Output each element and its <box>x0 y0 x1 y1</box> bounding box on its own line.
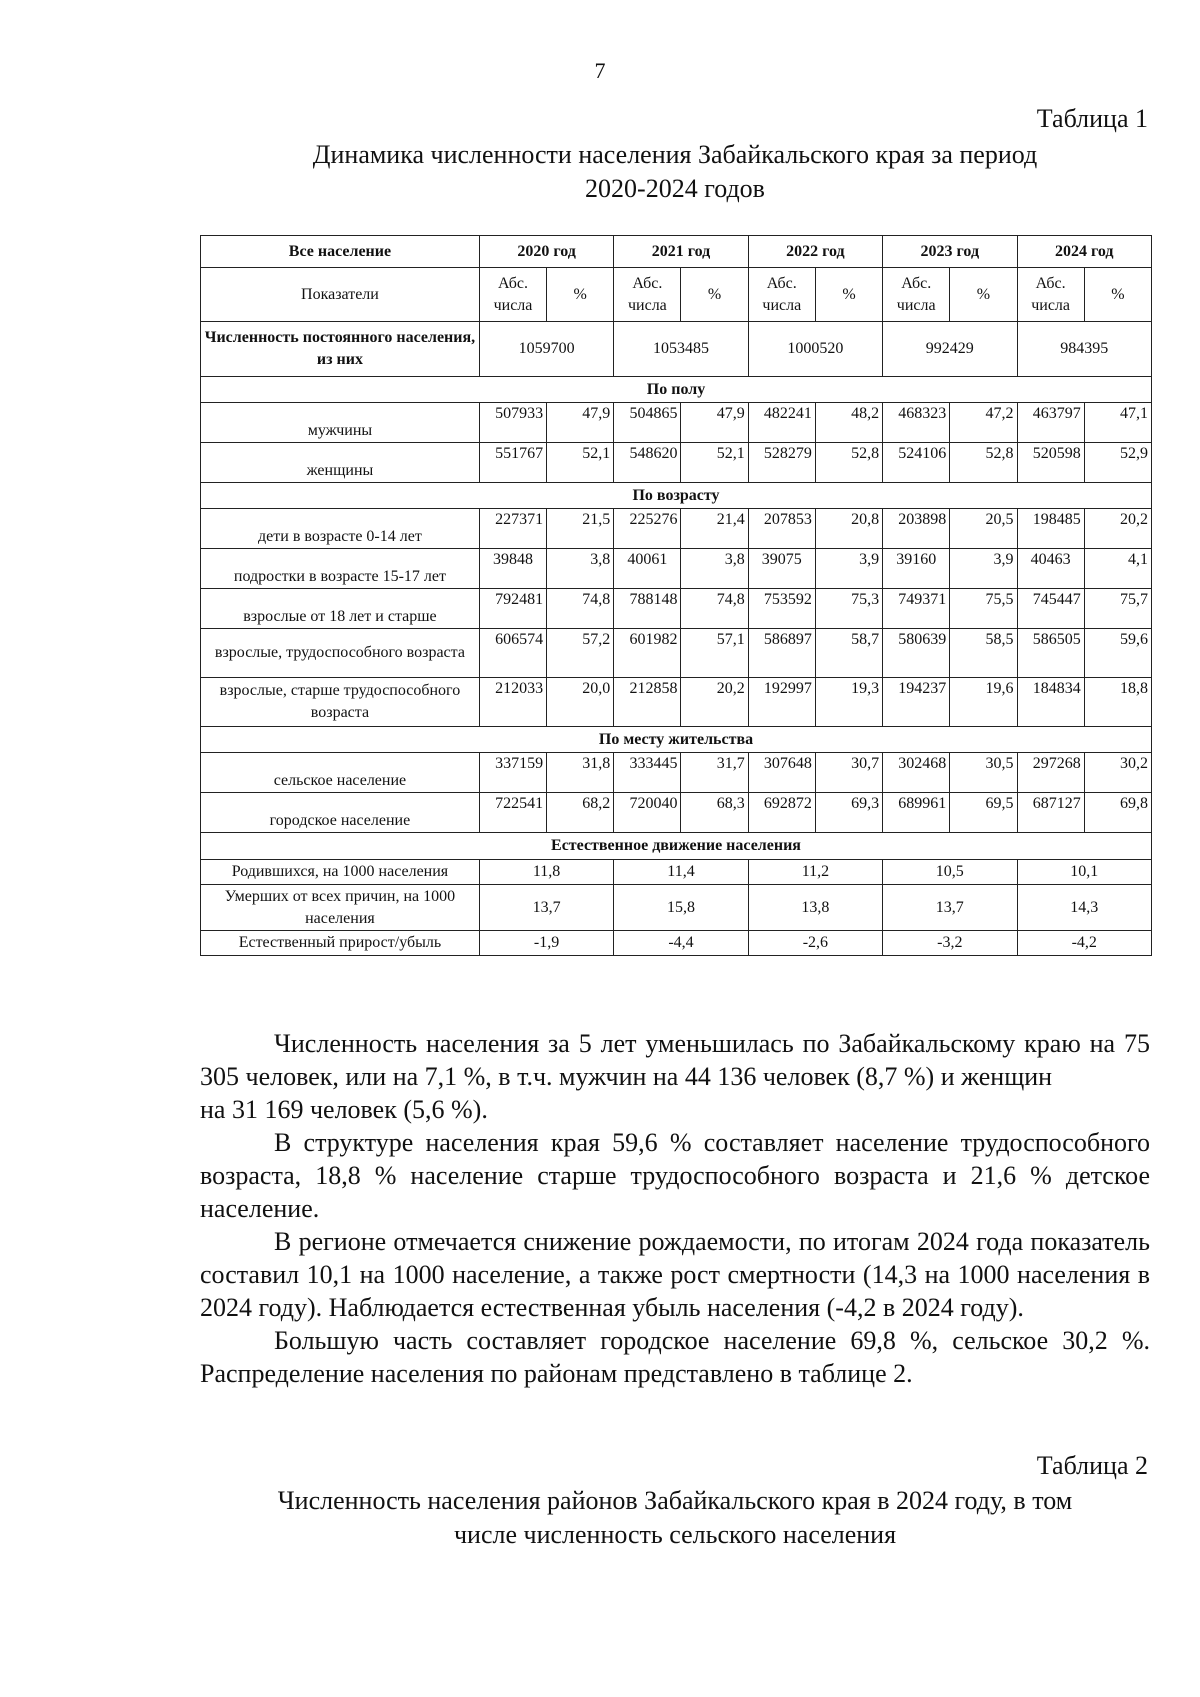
pct-cell: 3,8 <box>547 549 614 589</box>
year-header: 2021 год <box>614 236 748 268</box>
total-value: 1000520 <box>748 322 882 377</box>
year-header: 2020 год <box>479 236 613 268</box>
row-label: Естественный прирост/убыль <box>201 931 480 956</box>
row-label: взрослые, трудоспособного возраста <box>201 629 480 678</box>
abs-cell: 606574 <box>479 629 546 678</box>
population-table <box>200 235 1152 956</box>
year-header: 2024 год <box>1017 236 1152 268</box>
abs-cell: 482241 <box>748 403 815 443</box>
pct-cell: 52,9 <box>1084 443 1151 483</box>
abs-cell: 689961 <box>883 793 950 833</box>
pct-cell: 52,8 <box>950 443 1017 483</box>
section-row <box>201 727 1152 753</box>
pct-cell: 3,9 <box>950 549 1017 589</box>
abs-cell: 528279 <box>748 443 815 483</box>
abs-cell: 184834 <box>1017 678 1084 727</box>
pct-cell: 52,1 <box>547 443 614 483</box>
section-title: По возрасту <box>201 483 1152 509</box>
section-row <box>201 833 1152 860</box>
pct-cell: 58,7 <box>815 629 882 678</box>
pct-cell: 20,2 <box>1084 509 1151 549</box>
abs-cell: 194237 <box>883 678 950 727</box>
table-row <box>201 860 1152 885</box>
total-row <box>201 322 1152 377</box>
pct-cell: 75,5 <box>950 589 1017 629</box>
pct-cell: 68,2 <box>547 793 614 833</box>
abs-cell: 586897 <box>748 629 815 678</box>
table-row <box>201 509 1152 549</box>
table-row <box>201 793 1152 833</box>
pct-cell: 20,0 <box>547 678 614 727</box>
rate-cell: 11,4 <box>614 860 748 885</box>
abs-cell: 548620 <box>614 443 681 483</box>
table-row <box>201 443 1152 483</box>
pct-cell: 4,1 <box>1084 549 1151 589</box>
total-label: Численность постоянного населения, из них <box>201 322 480 377</box>
abs-cell: 39160 <box>883 549 950 589</box>
abs-cell: 580639 <box>883 629 950 678</box>
abs-cell: 39075 <box>748 549 815 589</box>
year-header-row <box>201 236 1152 268</box>
pct-cell: 20,5 <box>950 509 1017 549</box>
abs-header: Абс. числа <box>748 268 815 322</box>
pct-cell: 47,2 <box>950 403 1017 443</box>
row-label: сельское население <box>201 753 480 793</box>
table-row <box>201 549 1152 589</box>
pct-cell: 69,5 <box>950 793 1017 833</box>
pct-cell: 74,8 <box>547 589 614 629</box>
pct-cell: 3,8 <box>681 549 748 589</box>
abs-cell: 792481 <box>479 589 546 629</box>
pct-header: % <box>815 268 882 322</box>
abs-header: Абс. числа <box>614 268 681 322</box>
rate-cell: -1,9 <box>479 931 613 956</box>
pct-cell: 74,8 <box>681 589 748 629</box>
pct-cell: 19,6 <box>950 678 1017 727</box>
table-row <box>201 589 1152 629</box>
abs-cell: 337159 <box>479 753 546 793</box>
rate-cell: 11,8 <box>479 860 613 885</box>
abs-cell: 468323 <box>883 403 950 443</box>
rate-cell: -2,6 <box>748 931 882 956</box>
total-value: 992429 <box>883 322 1017 377</box>
pct-cell: 57,1 <box>681 629 748 678</box>
pct-cell: 75,7 <box>1084 589 1151 629</box>
abs-cell: 788148 <box>614 589 681 629</box>
total-value: 984395 <box>1017 322 1152 377</box>
pct-cell: 47,9 <box>547 403 614 443</box>
abs-header: Абс. числа <box>883 268 950 322</box>
rate-cell: 10,5 <box>883 860 1017 885</box>
table1-title-line2: 2020-2024 годов <box>585 174 765 203</box>
abs-cell: 551767 <box>479 443 546 483</box>
abs-cell: 227371 <box>479 509 546 549</box>
pct-cell: 31,8 <box>547 753 614 793</box>
rate-cell: -3,2 <box>883 931 1017 956</box>
pct-cell: 31,7 <box>681 753 748 793</box>
pct-cell: 47,1 <box>1084 403 1151 443</box>
abs-cell: 745447 <box>1017 589 1084 629</box>
abs-header: Абс. числа <box>479 268 546 322</box>
abs-cell: 297268 <box>1017 753 1084 793</box>
abs-cell: 586505 <box>1017 629 1084 678</box>
pct-cell: 30,7 <box>815 753 882 793</box>
abs-cell: 40061 <box>614 549 681 589</box>
row-label: городское население <box>201 793 480 833</box>
pct-cell: 59,6 <box>1084 629 1151 678</box>
abs-cell: 198485 <box>1017 509 1084 549</box>
pct-cell: 3,9 <box>815 549 882 589</box>
pct-cell: 75,3 <box>815 589 882 629</box>
table-row <box>201 403 1152 443</box>
table2-title <box>200 1484 1150 1552</box>
pct-cell: 18,8 <box>1084 678 1151 727</box>
pct-cell: 47,9 <box>681 403 748 443</box>
row-label: мужчины <box>201 403 480 443</box>
row-label: женщины <box>201 443 480 483</box>
row-label: взрослые от 18 лет и старше <box>201 589 480 629</box>
pct-header: % <box>547 268 614 322</box>
pct-cell: 20,8 <box>815 509 882 549</box>
rate-cell: 10,1 <box>1017 860 1152 885</box>
pct-cell: 30,5 <box>950 753 1017 793</box>
abs-cell: 207853 <box>748 509 815 549</box>
section-row <box>201 377 1152 403</box>
rate-cell: 11,2 <box>748 860 882 885</box>
table-row <box>201 753 1152 793</box>
abs-cell: 192997 <box>748 678 815 727</box>
abs-cell: 687127 <box>1017 793 1084 833</box>
row-label: дети в возрасте 0-14 лет <box>201 509 480 549</box>
pct-cell: 21,5 <box>547 509 614 549</box>
body-text <box>200 1027 1150 1390</box>
pct-cell: 52,1 <box>681 443 748 483</box>
abs-cell: 39848 <box>479 549 546 589</box>
table2-title-line2: числе численность сельского населения <box>453 1520 897 1549</box>
table-row <box>201 678 1152 727</box>
abs-cell: 507933 <box>479 403 546 443</box>
year-header: 2023 год <box>883 236 1017 268</box>
indicators-header: Показатели <box>201 268 480 322</box>
table-row <box>201 931 1152 956</box>
abs-cell: 749371 <box>883 589 950 629</box>
row-label: взрослые, старше трудоспособного возраста <box>201 678 480 727</box>
pct-header: % <box>950 268 1017 322</box>
abs-header: Абс. числа <box>1017 268 1084 322</box>
rate-cell: 14,3 <box>1017 885 1152 931</box>
rate-cell: 15,8 <box>614 885 748 931</box>
pct-cell: 19,3 <box>815 678 882 727</box>
corner-header: Все население <box>201 236 480 268</box>
rate-cell: -4,4 <box>614 931 748 956</box>
table1-title <box>200 138 1150 206</box>
pct-cell: 21,4 <box>681 509 748 549</box>
section-title: Естественное движение населения <box>201 833 1152 860</box>
pct-header: % <box>681 268 748 322</box>
abs-cell: 463797 <box>1017 403 1084 443</box>
subheader-row <box>201 268 1152 322</box>
paragraph-population-decline: Численность населения за 5 лет уменьшилась по Забайкальскому краю на 75 305 человек, или на 7,1 %, в т.ч. мужчин на 44 136 человек (8,7 %) и женщин <box>200 1029 1150 1091</box>
paragraph-birth-death: В регионе отмечается снижение рождаемости, по итогам 2024 года показатель составил 10,1 на 1000 население, а также рост смертности (14,3 на 1000 населения в 2024 году). Наблюдается естественная убыль населения (-4,2 в 2024 году). <box>200 1227 1150 1322</box>
abs-cell: 720040 <box>614 793 681 833</box>
pct-cell: 52,8 <box>815 443 882 483</box>
abs-cell: 520598 <box>1017 443 1084 483</box>
total-value: 1053485 <box>614 322 748 377</box>
abs-cell: 692872 <box>748 793 815 833</box>
pct-cell: 69,3 <box>815 793 882 833</box>
table-row <box>201 885 1152 931</box>
rate-cell: 13,7 <box>479 885 613 931</box>
pct-cell: 68,3 <box>681 793 748 833</box>
paragraph-population-decline-cont: на 31 169 человек (5,6 %). <box>200 1095 488 1124</box>
abs-cell: 225276 <box>614 509 681 549</box>
rate-cell: 13,7 <box>883 885 1017 931</box>
table-row <box>201 629 1152 678</box>
paragraph-urban-rural: Большую часть составляет городское население 69,8 %, сельское 30,2 %. Распределение населения по районам представлено в таблице 2. <box>200 1326 1150 1388</box>
pct-cell: 30,2 <box>1084 753 1151 793</box>
abs-cell: 504865 <box>614 403 681 443</box>
pct-cell: 48,2 <box>815 403 882 443</box>
abs-cell: 601982 <box>614 629 681 678</box>
table1-title-line1: Динамика численности населения Забайкальского края за период <box>312 140 1038 169</box>
pct-cell: 57,2 <box>547 629 614 678</box>
section-row <box>201 483 1152 509</box>
table2-label: Таблица 2 <box>1036 1451 1148 1480</box>
pct-cell: 20,2 <box>681 678 748 727</box>
abs-cell: 212858 <box>614 678 681 727</box>
rate-cell: -4,2 <box>1017 931 1152 956</box>
abs-cell: 333445 <box>614 753 681 793</box>
pct-header: % <box>1084 268 1151 322</box>
section-title: По полу <box>201 377 1152 403</box>
row-label: подростки в возрасте 15-17 лет <box>201 549 480 589</box>
year-header: 2022 год <box>748 236 882 268</box>
page-number: 7 <box>594 58 606 83</box>
abs-cell: 307648 <box>748 753 815 793</box>
table1-label: Таблица 1 <box>1036 104 1148 133</box>
abs-cell: 212033 <box>479 678 546 727</box>
row-label: Родившихся, на 1000 населения <box>201 860 480 885</box>
table2-title-line1: Численность населения районов Забайкальского края в 2024 году, в том <box>277 1486 1073 1515</box>
rate-cell: 13,8 <box>748 885 882 931</box>
abs-cell: 524106 <box>883 443 950 483</box>
section-title: По месту жительства <box>201 727 1152 753</box>
row-label: Умерших от всех причин, на 1000 населения <box>201 885 480 931</box>
pct-cell: 58,5 <box>950 629 1017 678</box>
paragraph-structure: В структуре населения края 59,6 % составляет население трудоспособного возраста, 18,8 % население старше трудоспособного возраста и 21,6 % детское население. <box>200 1128 1150 1223</box>
abs-cell: 722541 <box>479 793 546 833</box>
abs-cell: 753592 <box>748 589 815 629</box>
abs-cell: 203898 <box>883 509 950 549</box>
abs-cell: 40463 <box>1017 549 1084 589</box>
abs-cell: 302468 <box>883 753 950 793</box>
total-value: 1059700 <box>479 322 613 377</box>
pct-cell: 69,8 <box>1084 793 1151 833</box>
